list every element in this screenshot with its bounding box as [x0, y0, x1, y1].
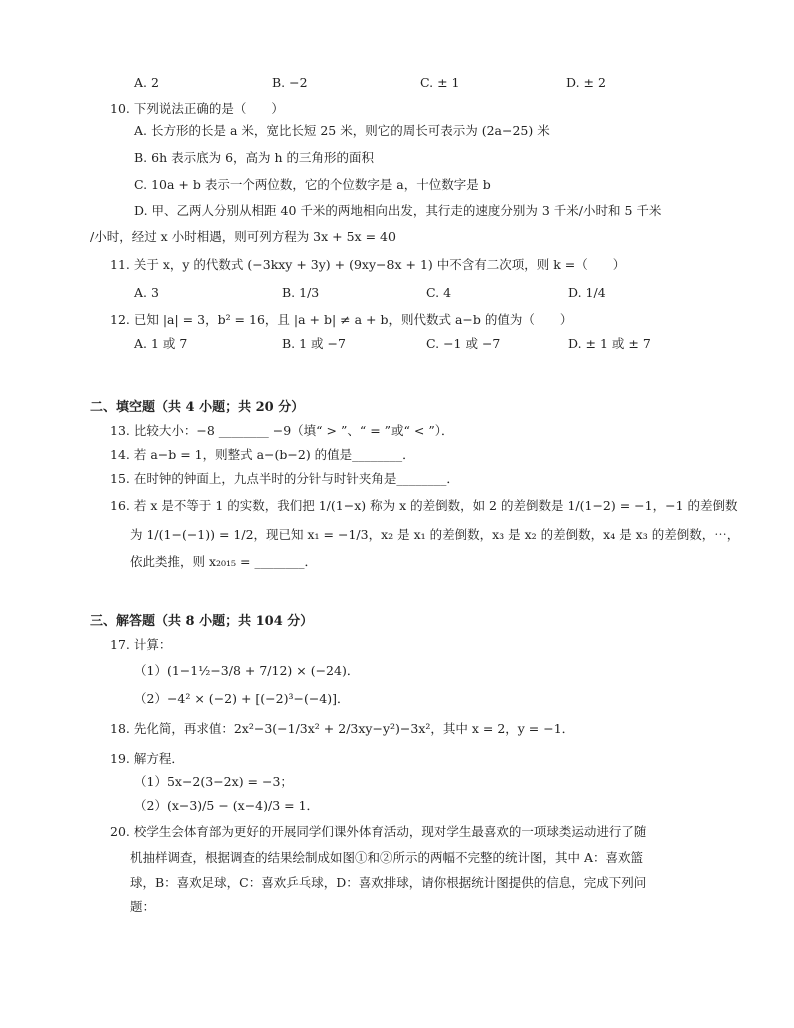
q14: 14. 若 a−b = 1，则整式 a−(b−2) 的值是________．: [110, 447, 415, 462]
q17-part2: （2）−4² × (−2) + [(−2)³−(−4)]．: [134, 691, 350, 706]
q11-option-b: B. 1/3: [282, 285, 320, 300]
q11-option-c: C. 4: [426, 285, 452, 300]
q17-part1: （1）(1−1½−3/8 + 7/12) × (−24)．: [134, 663, 360, 678]
q18: 18. 先化简，再求值：2x²−3(−1/3x² + 2/3xy−y²)−3x²，其中 x = 2，y = −1．: [110, 721, 575, 736]
q10-stem: 10. 下列说法正确的是（ ）: [110, 101, 284, 116]
q12-option-b: B. 1 或 −7: [282, 336, 346, 351]
q10-option-a: A. 长方形的长是 a 米，宽比长短 25 米，则它的周长可表示为 (2a−25) 米: [134, 123, 550, 138]
q16-line1: 16. 若 x 是不等于 1 的实数，我们把 1/(1−x) 称为 x 的差倒数，如 2 的差倒数是 1/(1−2) = −1，−1 的差倒数: [110, 498, 738, 513]
q19-part1: （1）5x−2(3−2x) = −3；: [134, 774, 293, 789]
q12-option-c: C. −1 或 −7: [426, 336, 501, 351]
q20-line1: 20. 校学生会体育部为更好的开展同学们课外体育活动，现对学生最喜欢的一项球类运动进行了随: [110, 824, 647, 839]
q19-part2: （2）(x−3)/5 − (x−4)/3 = 1．: [134, 798, 320, 813]
q13: 13. 比较大小：−8 ________ −9（填“ > ”、“ = ”或“ < ”）．: [110, 423, 454, 438]
q10-option-d-line1: D. 甲、乙两人分别从相距 40 千米的两地相向出发，其行走的速度分别为 3 千米/小时和 5 千米: [134, 203, 662, 218]
q9-option-c: C. ± 1: [420, 75, 460, 90]
q9-option-d: D. ± 2: [566, 75, 606, 90]
q12-stem: 12. 已知 |a| = 3，b² = 16，且 |a + b| ≠ a + b，则代数式 a−b 的值为（ ）: [110, 312, 573, 327]
q10-option-d-line2: /小时，经过 x 小时相遇，则可列方程为 3x + 5x = 40: [90, 229, 396, 244]
q20-line4: 题：: [130, 899, 156, 914]
q16-line3: 依此类推，则 x₂₀₁₅ = ________．: [130, 554, 317, 569]
q11-option-a: A. 3: [134, 285, 159, 300]
q10-option-b: B. 6h 表示底为 6，高为 h 的三角形的面积: [134, 150, 375, 165]
section2-title: 二、填空题（共 4 小题；共 20 分）: [90, 400, 305, 415]
q20-line2: 机抽样调查，根据调查的结果绘制成如图①和②所示的两幅不完整的统计图，其中 A：喜欢篮: [130, 850, 644, 865]
q15: 15. 在时钟的钟面上，九点半时的分针与时针夹角是________．: [110, 471, 459, 486]
q9-option-b: B. −2: [272, 75, 308, 90]
q20-line3: 球，B：喜欢足球，C：喜欢乒乓球，D：喜欢排球，请你根据统计图提供的信息，完成下列问: [130, 875, 647, 890]
q11-stem: 11. 关于 x，y 的代数式 (−3kxy + 3y) + (9xy−8x + 1) 中不含有二次项，则 k =（ ）: [110, 257, 626, 272]
section3-title: 三、解答题（共 8 小题；共 104 分）: [90, 614, 314, 629]
q16-line2: 为 1/(1−(−1)) = 1/2，现已知 x₁ = −1/3，x₂ 是 x₁ 的差倒数，x₃ 是 x₂ 的差倒数，x₄ 是 x₃ 的差倒数，⋯，: [130, 527, 740, 542]
q10-option-c: C. 10a + b 表示一个两位数，它的个位数字是 a，十位数字是 b: [134, 177, 491, 192]
q12-option-d: D. ± 1 或 ± 7: [568, 336, 651, 351]
q11-option-d: D. 1/4: [568, 285, 606, 300]
q12-option-a: A. 1 或 7: [134, 336, 188, 351]
q9-option-a: A. 2: [134, 75, 159, 90]
q17: 17. 计算：: [110, 637, 172, 652]
q19: 19. 解方程．: [110, 751, 184, 766]
